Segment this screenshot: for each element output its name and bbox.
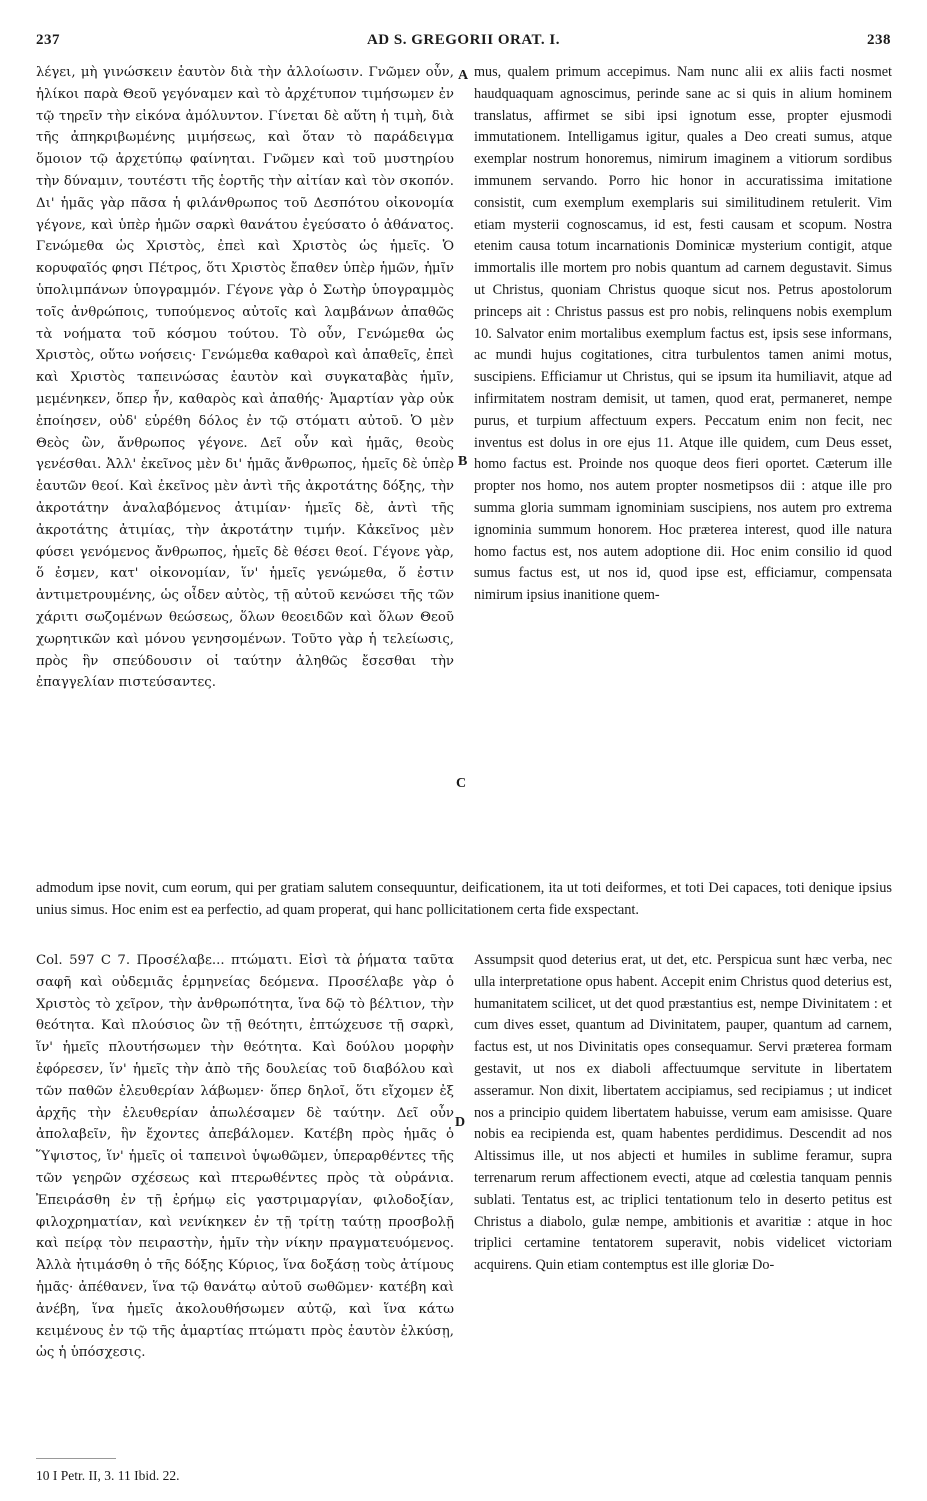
latin-paragraph-2: Assumpsit quod deterius erat, ut det, etc. Perspicua sunt hæc verba, nec ulla interpretatione opus habent. Accepit enim Christus quod deterius est, humanitatem scilicet, ut det quod præstantius est, nempe Divinitatem : et cum dives esset, quantum ad Divinitatem, pauper, quantum ad carnem, factus est, ut nos Divinitatis opes consequamur. Servi præterea formam gestavit, ut nos ex diaboli affectuumque servitute in libertatem asseramur. Non dixit, libertatem accipiamus, sed recipiamus ; ut indicet nos a principio quidem libertatem habuisse, verum eam amisisse. Quare nobis ea recipienda est, quam habentes perdidimus. Descendit ad nos Altissimus ille, ut nos abjecti et humiles in sublime feramur, supra terrenarum rerum affectionem evecti, atque ad cœlestia tanquam pennis sublati. Tentatus est, ac triplici tentationum telo in deserto petitus est Christus a diabolo, gulæ nempe, ambitionis et avaritiæ : atque in hoc triplici certamine tentatorem superavit, nobis videlicet victoriam acquirens. Quin etiam contemptus est ille gloriæ Do-	[474, 952, 892, 1274]
greek-paragraph-1: λέγει, μὴ γινώσκειν ἑαυτὸν διὰ τὴν ἀλλοίωσιν. Γνῶμεν οὖν, ἡλίκοι παρὰ Θεοῦ γεγόναμεν καὶ τὸ ἀρχέτυπον τιμήσωμεν ἐν τῷ τηρεῖν τὴν εἰκόνα ἀμόλυντον. Γίνεται δὲ αὕτη ἡ τιμὴ, διὰ τῆς ἀπηκριβωμένης μιμήσεως, καὶ ὅταν τὸ παράδειγμα ὅμοιον τῷ ἀρχετύπῳ φαίνηται. Γνῶμεν καὶ τοῦ μυστηρίου τὴν δύναμιν, τουτέστι τῆς ἑορτῆς τὴν αἰτίαν καὶ τὸν σκοπόν. Δι' ἡμᾶς γὰρ πᾶσα ἡ φιλάνθρωπος τοῦ Δεσπότου οἰκονομία γέγονε, καὶ ὑπὲρ ἡμῶν σαρκὶ θανάτου ἐγεύσατο ὁ ἀθάνατος. Γενώμεθα ὡς Χριστὸς, ἐπεὶ καὶ Χριστὸς ὡς ἡμεῖς. Ὁ κορυφαῖός φησι Πέτρος, ὅτι Χριστὸς ἔπαθεν ὑπὲρ ἡμῶν, ἡμῖν ὑπολιμπάνων ὑπογραμμόν. Γέγονε γὰρ ὁ Σωτὴρ ὑπογραμμὸς τοῖς ἀνθρώποις, τυπούμενος αὐτοῖς καὶ λαμβάνων ἀπαθῶς τὰ νοήματα τοῦ κόσμου τούτου. Τὸ οὖν, Γενώμεθα ὡς Χριστὸς, οὕτω νοήσεις· Γενώμεθα καθαροὶ καὶ ἀπαθεῖς, ἐπεὶ καὶ Χριστὸς ταπεινώσας ἑαυτὸν καὶ συγκαταβὰς ἡμῖν, μεμένηκεν, ὅπερ ἦν, καθαρὸς καὶ ἀπαθής· Ἁμαρτίαν γὰρ οὐκ ἐποίησεν, οὐδ' εὑρέθη δόλος ἐν τῷ στόματι αὐτοῦ. Ὁ μὲν Θεὸς ὢν, ἄνθρωπος γέγονε. Δεῖ οὖν καὶ ἡμᾶς, θεοὺς γενέσθαι. Ἀλλ' ἐκεῖνος μὲν δι' ἡμᾶς ἄνθρωπος, ἡμεῖς δὲ ὑπὲρ ἑαυτῶν θεοί. Καὶ ἐκεῖνος μὲν ἀντὶ τῆς ἀκροτάτης δόξης, τὴν ἀκροτάτην ἀναλαβόμενος ἀτιμίαν· ἡμεῖς δὲ, ἀντὶ τῆς ἀκροτάτης ἀτιμίας, τὴν ἀκροτάτην τιμήν. Κἀκεῖνος μὲν φύσει γενόμενος ἄνθρωπος, ἡμεῖς δὲ θέσει θεοί. Γέγονε γὰρ, ὅ ἐσμεν, κατ' οἰκονομίαν, ἵν' ἡμεῖς γενώμεθα, ὅ ἐστιν ἀντιμετρουμένης, ὡς οἶδεν αὐτὸς, τῇ αὐτοῦ κενώσει τῆς τῶν χάριτι σωζομένων θεώσεως, ὅλων θεοειδῶν καὶ ὅλων Θεοῦ χωρητικῶν καὶ μόνου γενησομένων. Τοῦτο γὰρ ἡ τελείωσις, πρὸς ἣν σπεύδουσιν οἱ ταύτην ἀληθῶς ἔσεσθαι τὴν ἐπαγγελίαν πιστεύσαντες.	[36, 65, 454, 691]
margin-marker-b: B	[458, 454, 468, 469]
greek-paragraph-2: Col. 597 C 7. Προσέλαβε... πτώματι. Εἰσὶ τὰ ῥήματα ταῦτα σαφῆ καὶ οὐδεμιᾶς ἑρμηνείας δεόμενα. Προσέλαβε γὰρ ὁ Χριστὸς τὸ χεῖρον, τὴν ἀνθρωπότητα, ἵνα δῷ τὸ βέλτιον, τὴν θεότητα. Καὶ πλούσιος ὢν τῇ θεότητι, ἐπτώχευσε τῇ σαρκὶ, ἵν' ἡμεῖς πλουτήσωμεν τὴν θεότητα. Καὶ δούλου μορφὴν ἐφόρεσεν, ἵν' ἡμεῖς τὴν ἀπὸ τῆς δουλείας τοῦ διαβόλου καὶ τῶν παθῶν ἐλευθερίαν λάβωμεν· ὅπερ δηλοῖ, ὅτι εἴχομεν ἐξ ἀρχῆς τὴν ἐλευθερίαν ἀπωλέσαμεν δὲ ταύτην. Δεῖ οὖν ἀπολαβεῖν, ἣν ἔχοντες ἀπεβάλομεν. Κατέβη πρὸς ἡμᾶς ὁ Ὕψιστος, ἵν' ἡμεῖς οἱ ταπεινοὶ ὑψωθῶμεν, ὑπεραρθέντες τῆς τῶν γεηρῶν σχέσεως καὶ πτερωθέντες πρὸς τὰ οὐράνια. Ἐπειράσθη ἐν τῇ ἐρήμῳ εἰς γαστριμαργίαν, φιλοδοξίαν, φιλοχρηματίαν, καὶ νενίκηκεν ἐν τῇ τρίτῃ ταύτῃ προσβολῇ καὶ πείρᾳ τὸν πειραστὴν, ἡμῖν τὴν νίκην πραγματευόμενος. Ἀλλὰ ἠτιμάσθη ὁ τῆς δόξης Κύριος, ἵνα δοξάσῃ τοὺς ἀτίμους ἡμᾶς· ἀπέθανεν, ἵνα τῷ θανάτῳ αὐτοῦ σωθῶμεν· κατέβη καὶ ἀνέβη, ἵνα ἡμεῖς ἀκολουθήσωμεν αὐτῷ, καὶ ἵνα κάτω κειμένους ἐν τῷ τῆς ἁμαρτίας πτώματι πρὸς ἑαυτὸν ἑλκύσῃ, ὡς ἡ ὑπόσχεσις.	[36, 953, 454, 1361]
full-width-text: admodum ipse novit, cum eorum, qui per gratiam salutem consequuntur, deificationem, ita ut toti deiformes, et toti Dei capaces, toti denique ipsius unius simus. Hoc enim est ea perfectio, ad quam properat, qui hanc pollicitationem certa fide exspectant.	[36, 880, 892, 918]
footnotes: 10 I Petr. II, 3. 11 Ibid. 22.	[36, 1468, 180, 1483]
page-number-left: 237	[36, 32, 60, 48]
full-width-paragraph	[36, 878, 892, 944]
page-number-right: 238	[867, 32, 891, 48]
latin-paragraph-1: mus, qualem primum accepimus. Nam nunc alii ex aliis facti nosmet haudquaquam agnoscimus, perinde sane ac si quis in alium hominem translatus, affirmet se sibi ipsi ignotum esse, propter ejusmodi immutationem. Intelligamus igitur, quales a Deo creati sumus, atque exemplar nostrum honoremus, nimirum imaginem a vitiorum sordibus immunem servando. Porro hic honor in accuratissima imitatione consistit, cum exemplum exemplaris sui similitudinem retulerit. Vim etiam mysterii cognoscamus, id est, festi causam et scopum. Nostra etenim causa totum incarnationis Dominicæ mysterium contigit, atque immortalis ille mortem pro nobis quantum ad carnem degustavit. Simus ut Christus, quoniam Christus quoque sicut nos. Petrus apostolorum princeps ait : Christus passus est pro nobis, relinquens nobis exemplum 10. Salvator enim mortalibus exemplum factus est, ipsis sese informans, ac mundi hujus cogitationes, citra turbulentos tamen animi motus, suscipiens. Efficiamur ut Christus, qui se ipsum ita humiliavit, atque ad infirmitatem nostram demisit, ut tamen, quod erat, permaneret, nempe purus, et turpium affectuum expers. Peccatum enim non fecit, nec inventus est dolus in ore ejus 11. Atque ille quidem, cum Deus esset, homo factus est. Proinde nos quoque deos fieri oportet. Cæterum ille propter nos homo, nos autem propter nosmetipsos dii : atque ille pro summa gloria summam ignominiam suscipiens, nos autem pro extrema ignominia summum honorem. Hoc præterea interest, quod ille natura homo factus est, nos autem adoptione dii. Hoc enim consilio id quod sumus factus est, ut nos id, quod ipse est, efficiamur, compensata nimirum ipsius inanitione quem-	[474, 64, 892, 604]
greek-column-bottom	[36, 950, 454, 1460]
margin-marker-a: A	[458, 68, 469, 83]
greek-column-top	[36, 62, 454, 876]
footnote-divider	[36, 1458, 116, 1459]
running-title: AD S. GREGORII ORAT. I.	[366, 32, 561, 48]
latin-column-top	[474, 62, 892, 876]
margin-marker-c: C	[456, 776, 467, 791]
margin-marker-d: D	[455, 1115, 466, 1130]
latin-column-bottom	[474, 950, 892, 1460]
page-header	[36, 32, 891, 54]
